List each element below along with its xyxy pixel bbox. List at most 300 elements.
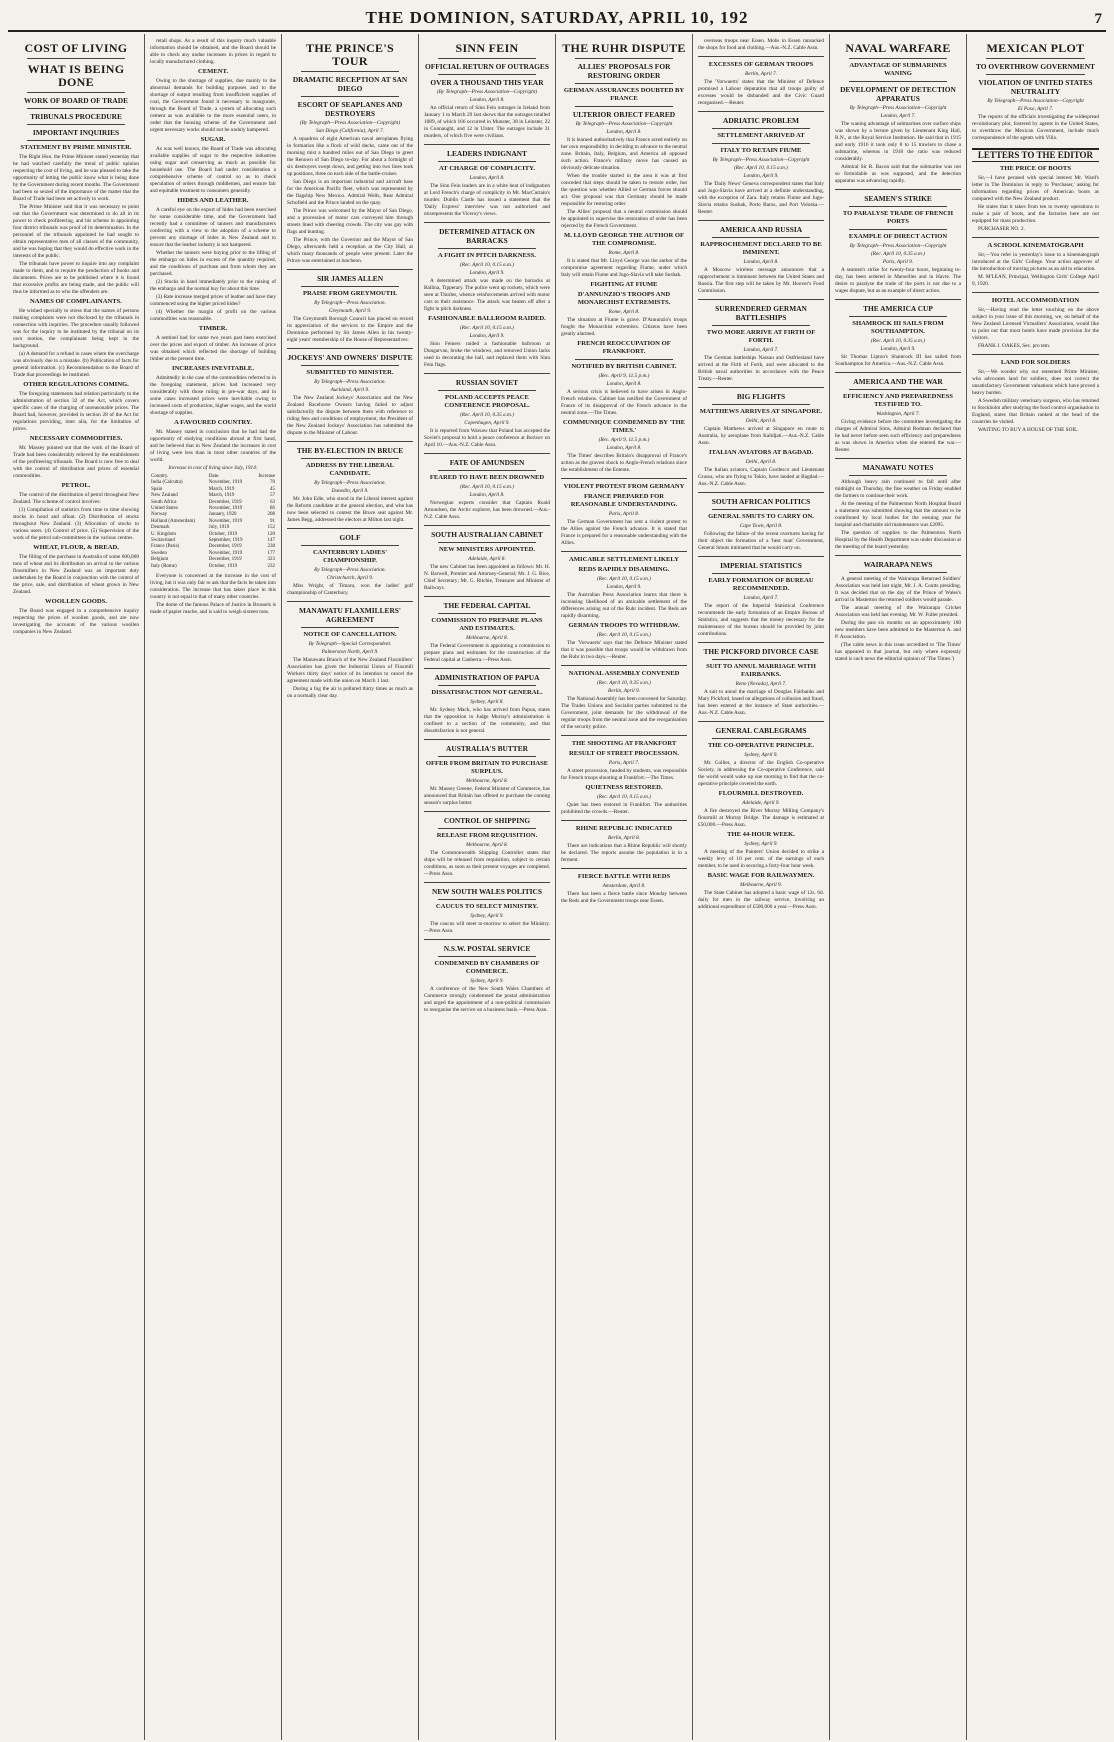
dateline: (Rec. April 10, 0.15 a.m.) [460,262,514,268]
paragraph: Sir,—You refer in yesterday's issue to a kinematograph introduced at the Girls' College. Your action approves of the introduction of moving pictures as an aid to education. [972,252,1099,272]
divider [712,659,810,660]
divider [438,828,536,829]
divider [972,292,1099,293]
section-heading: HIDES AND LEATHER. [177,197,249,204]
table-cell: New Zealand [151,493,178,499]
paragraph: Although heavy rain continued to fall until after midnight on Thursday, the fine weather on Friday enabled the farmers to continue their work. [835,479,961,499]
table-cell: France (Paris) [151,544,180,550]
section-heading: SUIT TO ANNUL MARRIAGE WITH FAIRBANKS. [706,663,816,678]
table-cell: September, 1919 [208,538,243,544]
divider [424,453,550,454]
dateline: Adelaide, April 9. [742,800,780,806]
divider [27,108,125,109]
divider [301,627,399,628]
section-heading: REDS RAPIDLY DISARMING. [578,566,670,573]
headline: NAVAL WARFARE [845,41,951,55]
divider [835,189,961,190]
dateline: (Rec. April 10, 0.15 a.m.) [597,576,651,582]
section-heading: THE PRICE OF BOOTS [999,165,1072,172]
divider [301,458,399,459]
dateline: London, April 7. [743,595,779,601]
dateline: Melbourne, April 9. [740,882,782,888]
section-heading: FIERCE BATTLE WITH REDS [577,873,671,880]
dateline: By Telegraph—Press Association—Copyright [849,243,947,249]
table-cell: Denmark [151,525,170,531]
section-heading: NATIONAL ASSEMBLY CONVENED [568,670,680,677]
dateline: By Telegraph—Press Association. [314,567,386,573]
subheadline: SOUTH AUSTRALIAN CABINET [431,530,543,539]
paragraph: Sir,—We wonder why our esteemed Prime Minister, who advocates land for soldiers, does not correct the unsatisfactory Government valuations which have proved a heavy burden. [972,369,1099,396]
dateline: London, April 8. [606,445,642,451]
divider [986,58,1085,59]
paragraph: Quiet has been restored in Frankfort. The authorities prohibited the crowds.—Reuter. [561,802,687,815]
subheadline: NEW SOUTH WALES POLITICS [431,887,542,896]
paragraph: The dome of the famous Palace of Justice in Brussels is made of papier mache, and is said to weigh sixteen tons. [150,602,276,616]
paragraph: Admittedly in the case of the commodities referred to in the foregoing statement, prices had increased very considerably with those ruling in pre-war days, and in some cases increased prices were inevitable owing to increased costs of production, higher wages, and the world shortage of supplies. [150,375,276,416]
table-cell: December, 1919 [208,557,242,563]
column-7 [830,34,967,1740]
paragraph: The Right Hon. the Prime Minister stated yesterday that he had watched carefully the trend of public opinion respecting the cost of living, and he was pleased to take the opportunity of letting the public know what is being done by the Government during recent months. The Government had been so seized of the importance of the matter that the Board of Trade had been set actively to work. [13,154,139,202]
table-cell: Country. [151,474,169,479]
paragraph: A serious crisis is believed to have arisen in Anglo-French relations. Cabinet has notified the Government of France of its disapproval of the French advance in the neutral zone.—The Times. [561,389,687,416]
divider [27,92,125,93]
divider [575,106,673,107]
paragraph: Captain Matthews arrived at Singapore en route to Australia, by aeroplane from Kalidjati.—Aus.-N.Z. Cable Assn. [698,426,824,446]
section-heading: EFFICIENCY AND PREPAREDNESS TESTIFIED TO. [843,393,953,408]
paragraph: Mr. Sydney Mack, who has arrived from Papua, states that the opposition to Judge Murray's administration is confined to a section of the community, and that dissatisfaction is not general. [424,707,550,734]
dateline: Sydney, April 9. [744,752,778,758]
paragraph: San Diego is an important industrial and aircraft base for the American Pacific fleet, which was represented by the flagship New Mexico. Admiral Wells, Rear Admiral Schofield and the Prince landed on the quay. [287,179,413,206]
section-heading: OFFER FROM BRITAIN TO PURCHASE SURPLUS. [425,760,549,775]
section-heading: RELEASE FROM REQUISITION. [436,832,538,839]
section-heading: GERMAN TROOPS TO WITHDRAW. [568,622,680,629]
table-cell: 86 [270,506,275,512]
paragraph: The Prime Minister said that it was necessary to point out that the Government was determined to do all in its power to check profiteering, and his scheme in appointing four district tribunals was proof of its determination. In the personnel of the tribunals appointed he had sought to obtain representative men of all classes of the community, and he was hoping that they would do effective work in the interests of the public. [13,204,139,259]
headline: COST OF LIVING [24,41,128,55]
dateline: London, April 7. [880,113,916,119]
divider [849,316,947,317]
divider [698,111,824,112]
paragraph: Owing to the shortage of supplies, due mainly to the abnormal demands for building purposes and to the shortage of output resulting from insufficient supplies of coal, the Government found it necessary to inaugurate, through the Board of Trade, a system of allocating such cement as was available to the more essential users, in order that the housing scheme of the Government and urgent necessary works should not be unduly hampered. [150,78,276,133]
divider [575,83,673,84]
subheadline: JOCKEYS' AND OWNERS' DISPUTE [287,353,413,362]
dateline: San Diego (California), April 7. [316,128,384,134]
table-cell: 177 [267,550,275,556]
paragraph: The question of supplies to the Palmerston North Hospital by the Health Department was under discussion at the meeting of the board yesterday. [835,530,961,550]
dateline: (Rec. April 9, 11.5 p.m.) [598,373,650,379]
paragraph: Mr. Massey pointed out that the work of the Board of Trade had been considerably relieved by the establishment of the profiteering tribunals. The Board is now free to deal with the control of distribution and prices of essential commodities. [13,445,139,479]
dateline: London, April 8. [469,492,505,498]
section-heading: OTHER REGULATIONS COMING. [23,381,129,388]
letters-heading: LETTERS TO THE EDITOR [972,148,1099,162]
divider [561,478,687,479]
subheadline: CONTROL OF SHIPPING [443,816,531,825]
section-heading: NAMES OF COMPLAINANTS. [30,298,122,305]
divider [698,299,824,300]
divider [849,81,947,82]
divider [301,71,399,72]
paragraph: The situation at Fiume is grave. D'Annunzio's troops fought the Monarchist extremists. Citizens have been greatly alarmed. [561,317,687,337]
paragraph: The 'Vorwaerts' says that the Defence Minister stated that it was possible that troops would be withdrawn from the Ruhr in two days.—Reuter. [561,640,687,660]
section-heading: FRENCH REOCCUPATION OF FRANKFORT. [577,340,671,355]
divider [712,237,810,238]
dateline: (By Telegraph—Press Association—Copyright) [436,89,538,95]
divider [698,387,824,388]
divider [849,572,947,573]
table-cell: Increase [258,474,275,479]
divider [712,128,810,129]
table-cell: 63 [270,499,275,505]
table-cell: 238 [267,544,275,550]
divider [424,596,550,597]
table-cell: United States [151,506,178,512]
paragraph: The Sinn Fein leaders are in a white heat of indignation at Lord French's charge of complicity in Mr. MacCurtain's murder. Dublin Castle has issued a statement that the 'Daily Express' interview was not authorised and misrepresents the Viceroy's views. [424,183,550,217]
paragraph: Mr. Massey stated in conclusion that he had had the opportunity of studying conditions abroad at first hand, and he believed that in New Zealand the increases in cost of living were less than in most other countries of the world. [150,429,276,463]
paragraph: overseas troops near Essen. Mobs in Essen ransacked the shops for food and clothing.—Aus.-N.Z. Cable Assn. [698,38,824,51]
paragraph: The German Government has sent a violent protest to the Allies against the French advance. It is stated that France is prepared for a reasonable understanding with the Allies. [561,519,687,546]
dateline: Rome, April 8. [608,309,640,315]
subheadline: ADMINISTRATION OF PAPUA [434,673,540,682]
paragraph: A Swedish military veterinary surgeon, who has returned to Stockholm after studying the food control organisation in England, states that Britain ranked at the head of the countries he visited. [972,398,1100,425]
section-heading: ADVANTAGE OF SUBMARINES WANING [849,62,947,77]
dateline: (Rec. April 10, 0.35 a.m.) [871,338,925,344]
dateline: London, April 7. [743,347,779,353]
paragraph: It is reported from Warsaw that Poland has accepted the Soviet's proposal to hold a peace conference at Borisov on April 10.—Aus.-N.Z. Cable Assn. [424,428,550,448]
column-2 [145,34,282,1740]
dateline: Adelaide, April 8. [468,556,506,562]
section-heading: RHINE REPUBLIC INDICATED [575,825,673,832]
divider [561,551,687,552]
divider [849,389,947,390]
divider [301,365,399,366]
dateline: (By Telegraph—Press Association—Copyright) [299,120,401,126]
section-heading: SHAMROCK III SAILS FROM SOUTHAMPTON. [852,320,944,335]
paragraph: A suit to annul the marriage of Douglas Fairbanks and Mary Pickford, based on allegations of collusion and fraud, has been entered at the instance of State authorities.—Aus.-N.Z. Cable Assn. [698,689,824,716]
dateline: (Rec. April 10, 0.15 a.m.) [460,325,514,331]
section-heading: COMMISSION TO PREPARE PLANS AND ESTIMATES. [431,617,543,632]
paragraph: A fire destroyed the River Murray Milling Company's flourmill at Murray Bridge. The damage is estimated at £50,000.—Press Assn. [698,808,824,828]
paragraph: The Federal Government is appointing a commission to prepare plans and estimates for the construction of the Federal capital at Canberra.—Press Assn. [424,643,550,663]
section-heading: MATTHEWS ARRIVES AT SINGAPORE. [699,408,823,415]
paragraph: (4) Whether the margin of profit on the various commodities was reasonable. [150,309,276,322]
section-heading: THE CO-OPERATIVE PRINCIPLE. [708,742,814,749]
subheadline: THE FEDERAL CAPITAL [443,601,531,610]
dateline: London, April 9. [469,333,505,339]
paragraph: The filling of the purchase in Australia of some 600,000 tons of wheat and its distribution on arrival to the various flourmillers in New Zealand was an important duty undertaken by the Board in conjunction with the control of the price, sale, and distribution of wheat grown in New Zealand. [13,554,139,595]
table-cell: Holland (Amsterdam) [151,518,196,524]
table-cell: Date. [208,474,220,479]
dateline: By Telegraph—Press Association—Copyright [575,121,673,127]
section-heading: SUGAR. [200,136,226,143]
divider [424,739,550,740]
section-heading: A SCHOOL KINEMATOGRAPH [987,242,1084,249]
table-cell: March, 1919 [208,493,235,499]
section-heading: PETROL. [61,482,91,489]
section-heading: QUIETNESS RESTORED. [585,784,663,791]
section-heading: AMICABLE SETTLEMENT LIKELY [569,556,679,563]
section-heading: LAND FOR SOLDIERS [1000,359,1071,366]
paragraph: When the trouble started in the area it was at first conceded that steps should be taken to restore order, but the question was whether Allied or German forces should act. One proposal was that Germany should be made responsible for restoring order. [561,173,687,207]
dateline: By Telegraph—Press Association. [314,379,386,385]
divider [561,735,687,736]
dateline: Delhi, April 8. [745,459,777,465]
dateline: Paris, April 7. [608,760,640,766]
dateline: By Telegraph—Special Correspondent. [308,641,392,647]
divider [698,220,824,221]
column-6 [693,34,830,1740]
divider [849,206,947,207]
table-cell: 323 [267,557,275,563]
dateline: Copenhagen, April 9. [464,420,510,426]
dateline: Sydney, April 8. [470,699,504,705]
section-heading: NOTIFIED BY BRITISH CABINET. [571,363,677,370]
headline: MEXICAN PLOT [986,41,1085,55]
subheadline: ESCORT OF SEAPLANES AND DESTROYERS [297,100,403,118]
section-heading: ITALY TO RETAIN FIUME [720,147,802,154]
divider [438,685,536,686]
paragraph: PURCHASER NO. 2. [978,226,1025,232]
paragraph: 'The Times' describes Britain's disapproval of France's action as the gravest shock to Anglo-French relations since the establishment of the Entente. [561,453,687,473]
section-heading: STATEMENT BY PRIME MINISTER. [20,144,132,151]
paragraph: There has been a fierce battle since Monday between the Reds and the Government troops near Essen. [561,891,687,904]
subheadline: GOLF [339,533,361,542]
subheadline: THE BY-ELECTION IN BRUCE [296,446,404,455]
section-heading: ITALIAN AVIATORS AT BAGDAD. [708,449,814,456]
paragraph: The Manawatu Branch of the New Zealand Flaxmillers' Association has given the Industrial Union of Flaxmill Workers thirty days' notice of its intention to cancel the agreement made with the union on March 1 last. [287,657,413,684]
page-number: 7 [1094,11,1102,27]
divider [301,545,399,546]
table-cell: U. Kingdom [151,531,176,537]
section-heading: POLAND ACCEPTS PEACE CONFERENCE PROPOSAL. [444,394,530,409]
dateline: Amsterdam, April 8. [602,883,646,889]
subheadline: THE AMERICA CUP [863,304,933,313]
paragraph: The caucus will meet to-morrow to select the Ministry.—Press Assn. [424,921,550,934]
dateline: (Rec. April 10, 0.35 a.m.) [460,412,514,418]
paragraph: A seamen's strike for twenty-four hours, beginning to-day, has been ordered in Marseilles and in Havre. The desire to paralyse the trade of the ports is not due to a wages dispute, but as an example of direct action. [835,267,961,294]
dateline: London, April 9. [469,270,505,276]
headline: THE PRINCE'S TOUR [306,41,394,68]
column-1 [8,34,145,1740]
section-heading: GENERAL SMUTS TO CARRY ON. [708,513,814,520]
table-cell: December, 1919 [208,499,242,505]
divider [712,325,810,326]
divider [849,475,947,476]
table-cell: 45 [270,486,275,492]
divider [438,58,536,59]
paragraph: Sir Thomas Lipton's Shamrock III has sailed from Southampton for America.—Aus.-N.Z. Cable Assn. [835,354,961,367]
divider [849,229,947,230]
paragraph: retail shops. As a result of this inquiry much valuable information should be obtained, and the Board should be able to check any undue increases in prices in regard to locally manufactured clothing. [150,38,276,65]
section-heading: NECESSARY COMMODITIES. [29,435,123,442]
paragraph: During the past six months on an approximately 100 new members have been admitted to the Masterton A. and P. Association. [835,620,961,640]
section-heading: TIMBER. [198,325,228,332]
subheadline: AUSTRALIA'S BUTTER [446,744,528,753]
divider [301,96,399,97]
subheadline: AMERICA AND THE WAR [853,377,943,386]
paragraph: The report of the Imperial Statistical Conference recommends the early formation of an Empire Bureau of Statistics, and suggests that the money necessary for the maintenance of the bureau should be provided by joint contributions. [698,603,824,637]
table-cell: 57 [270,493,275,499]
dateline: Rome, April 8. [608,250,640,256]
dateline: Dunedin, April 9. [331,488,369,494]
divider [424,144,550,145]
divider [698,721,824,722]
table-cell: July, 1919 [208,525,230,531]
divider [561,665,687,666]
section-heading: FRANCE PREPARED FOR REASONABLE UNDERSTANDING. [570,493,678,508]
section-heading: NOTICE OF CANCELLATION. [303,631,397,638]
section-heading: A FIGHT IN PITCH DARKNESS. [438,252,536,259]
subheadline: BIG FLIGHTS [736,392,786,401]
dateline: Auckland, April 9. [330,387,370,393]
divider [835,458,961,459]
dateline: Washington, April 7. [876,411,920,417]
table-row [150,564,276,570]
section-heading: AT CHARGE OF COMPLICITY. [439,165,535,172]
paragraph: (1) Compilation of statistics from time to time showing stocks in bond and afloat. (2) Distribution of stocks throughout New Zealand. (3) Allocation of stocks to various users. (4) Control of price. (5) Supervision of the work of the petrol sub-committees in the various centres. [13,507,139,541]
paragraph: He states that it takes from ten to twenty operations to make a pair of boots, and the factories here are not equipped for mass production. [972,204,1099,224]
paragraph: As was well known, the Board of Trade was allocating available supplies of sugar to the respective industries using sugar and conserving as much as possible for household use. The Board had under consideration a comprehensive scheme of control so as to check speculation of orders through middlemen, and ensure fair and equitable treatment to consumers generally. [150,146,276,194]
section-heading: TWO MORE ARRIVE AT FIRTH OF FORTH. [706,329,816,344]
paragraph: Norwegian experts consider that Captain Roald Amundsen, the Arctic explorer, has been drowned.—Aus.-N.Z. Cable Assn. [424,500,550,520]
subheadline: RUSSIAN SOVIET [455,378,519,387]
divider [424,668,550,669]
paragraph: A Moscow wireless message announces that a rapprochement is imminent between the United States and Russia. The first step will be taken by Mr. Hoover's Food Commission. [698,267,824,294]
paragraph: Mr. Massey Greene, Federal Minister of Commerce, has announced that Britain has offered to purchase the coming season's surplus butter. [424,786,550,806]
section-heading: THE 44-HOUR WEEK. [727,831,795,838]
dateline: Paris, April 8. [608,511,640,517]
divider [698,56,824,57]
paragraph: The control of the distribution of petrol throughout New Zealand. The scheme of control involves: [13,492,139,505]
paragraph: A squadron of eight American naval aeroplanes flying in formation like a flock of wild ducks, came out of the morning mist a hundred miles out of San Diego to greet the Renown of San Diego to-day. For about a fortnight of six destroyers swept down, and getting into two lines took up positions, three on each side of the battle-cruiser. [287,136,413,177]
table-cell: South Africa [151,499,177,505]
paragraph: The Australian Press Association learns that there is increasing likelihood of an amicable settlement of the differences arising out of the Ruhr incident. The Reds are rapidly disarming. [561,592,687,619]
table-cell: November, 1919 [208,480,243,486]
paragraph: An official return of Sinn Fein outrages in Ireland from January 1 to March 29 last shows that the outrages totalled 1089, of which 166 occurred in Munster, 38 in Leinster, 22 in Connaught, and 12 in Ulster. The outrages include 31 murders, of which five were civilians. [424,105,550,139]
divider [835,299,961,300]
divider [438,74,536,75]
paragraph: Sinn Feiners raided a fashionable ballroom at Dungarvan, broke the windows, and removed Union Jacks used in decorating the hall, and replaced them with Sinn Fein flags. [424,341,550,368]
divider [972,237,1099,238]
columns [8,34,1106,1740]
section-heading: FEARED TO HAVE BEEN DROWNED [429,474,545,481]
divider [424,811,550,812]
paragraph: A sentinel had for some two years past been exercised over the prices and export of timber. An increase of price was obtained which reflected the shortage of building timber at the present time. [150,335,276,362]
section-heading: THE SHOOTING AT FRANKFORT [571,740,677,747]
paragraph: The new Cabinet has been appointed as follows: Mr. H. N. Barwell, Premier and Attorney-General; Mr. J. G. Bice, Chief Secretary; Mr. G. Ritchie, Treasurer and Minister of Railways. [424,564,550,591]
paragraph: A street procession, headed by students, was responsible for French troops shooting at Frankfort.—The Times. [561,768,687,781]
table-cell: India (Calcutta) [151,480,183,486]
dateline: (Rec. April 10, 0.35 a.m.) [871,251,925,257]
section-heading: BASIC WAGE FOR RAILWAYMEN. [707,872,815,879]
dateline: By Telegraph—Press Association. [314,480,386,486]
section-heading: DISSATISFACTION NOT GENERAL. [431,689,543,696]
divider [438,899,536,900]
table-cell: November, 1919 [208,550,243,556]
paragraph: It is stated that Mr. Lloyd George was the author of the compromise agreement regarding Fiume, under which Italy will retain Fiume and Jugo-Slavia will take Sushak. [561,258,687,278]
paragraph: A general meeting of the Wairarapa Returned Soldiers' Association was held last night, Mr. J. A. Coutts presiding. It was decided that on the day of the Prince of Wales's arrival in Masterton the returned soldiers would parade. [835,576,961,603]
dateline: Delhi, April 8. [745,418,777,424]
paragraph: A conference of the New South Wales Chambers of Commerce strongly condemned the postal administration and urged the appointment of a non-political commission to reorganise the service on a business basis.—Press Assn. [424,986,550,1013]
paragraph: The Prince was welcomed by the Mayor of San Diego, and a procession of motor cars conveyed him through streets lined with cheering crowds. The city was gay with flags and bunting. [287,208,413,235]
column-3 [282,34,419,1740]
divider [424,882,550,883]
section-heading: WOOLLEN GOODS. [45,598,107,605]
dateline: Sydney, April 9. [470,978,504,984]
subheadline: ADRIATIC PROBLEM [722,116,800,125]
subheadline: DRAMATIC RECEPTION AT SAN DIEGO [292,75,408,93]
dateline: Melbourne, April 8. [466,635,508,641]
section-heading: TO PARALYSE TRADE OF FRENCH PORTS [842,210,954,225]
section-heading: A FAVOURED COUNTRY. [174,419,252,426]
section-heading: COMMUNIQUE CONDEMNED BY 'THE TIMES.' [562,419,686,434]
dateline: Sydney, April 9. [470,913,504,919]
masthead [8,6,1106,32]
paragraph: The waning advantage of submarines over surface ships was shown by a lecture given by Lieutenant King Hall, R.N., at the Royal Service Institution. He said that in 1915 and early 1916 it took only 8 to 15 trawlers to chase a submarine, whereas in 1918 the ratio was reduced considerably. [835,121,961,162]
paragraph: The Allies' proposal that a neutral commission should be appointed to supervise the restoration of order has been rejected by the French Government. [561,209,687,229]
section-heading: SETTLEMENT ARRIVED AT [717,132,805,139]
paragraph: The 'Vorwaerts' states that the Minister of Defence promised a Labour deputation that all troops guilty of excesses would be disbanded and the Civic Guard reorganised.—Reuter. [698,79,824,106]
table-cell: Italy (Rome) [151,563,177,569]
column-8 [967,34,1104,1740]
paragraph: Sir,—Having read the letter touching on the above subject in your issue of this morning, we, on behalf of the New Zealand Licensed Victuallers' Association, would like to point out that most hotels have made provision for the visitors. [972,307,1099,341]
table-cell: 147 [267,538,275,544]
table-cell: 152 [267,525,275,531]
dateline: London, April 9. [606,584,642,590]
subheadline: WORK OF BOARD OF TRADE [23,96,129,105]
dateline: Berlin, April 7. [745,71,777,77]
divider [438,390,536,391]
dateline: Berlin, April 9. [608,688,640,694]
dateline: (Rec. April 9, 11.5 p.m.) [598,437,650,443]
dateline: London, April 9. [743,173,779,179]
divider [438,956,536,957]
headline: WHAT IS BEING DONE [27,62,125,89]
table-cell: 91 [270,518,275,524]
subheadline: IMPORTANT INQUIRIES [32,128,120,137]
headline: THE RUHR DISPUTE [562,41,686,55]
paragraph: Mr. Collier, a director of the English Co-operative Society, in addressing the Co-operative Conference, said the world would wake up one morning to find that the co-operative principle covered the earth. [698,760,824,787]
dateline: (Rec. April 10, 0.15 a.m.) [460,484,514,490]
divider [438,161,536,162]
divider [27,140,125,141]
dateline: London, April 8. [469,175,505,181]
table-cell: November, 1919 [208,518,243,524]
paragraph: The foregoing statements had relation particularly to the administration of section 32 of the Act, which covers specific cases of the charging of unreasonable prices. The Board had, however, provided in section 28 of the Act for regulations providing, inter alia, for the limitation of prices. [13,391,139,432]
subheadline: ULTERIOR OBJECT FEARED [572,110,676,119]
paragraph: The German battleships Nassau and Ostfriesland have arrived at the Firth of Forth, and were allocated to the British naval authorities in accordance with the Peace Treaty.—Reuter. [698,355,824,382]
table-cell: 120 [267,531,275,537]
divider [287,441,413,442]
paragraph: The Commonwealth Shipping Controller states that ships will be released from requisition, subject to certain conditions, as soon as their present voyages are completed.—Press Assn. [424,850,550,877]
table-cell: October, 1919 [208,563,238,569]
paragraph: Mr. John Edie, who stood in the Liberal interest against the Reform candidate at the general election, and who has now been selected to contest the Bruce seat against Mr. James Begg, addressed the electors at Milton last night. [287,496,413,523]
table-cell: November, 1919 [208,506,243,512]
subheadline: LEADERS INDIGNANT [447,149,527,158]
paragraph: A careful eye on the export of hides had been exercised for some considerable time, and the Government had recently had a committee of tanners and manufacturers conferring with a view to the adoption of a scheme to prevent any shortage of hides in New Zealand and to ensure that the leather industry is not hampered. [150,207,276,248]
table-cell: March, 1919 [208,486,235,492]
dateline: Cape Town, April 8. [739,523,783,529]
divider [575,359,673,360]
divider [575,58,673,59]
paragraph: Everyone is concerned at the increase in the cost of living, but it was only fair to ask that the facts be taken into consideration. The increase that has taken place in this country is not equal to that of many other countries. [150,573,276,601]
divider [835,555,961,556]
subheadline: SOUTH AFRICAN POLITICS [711,497,811,506]
section-heading: HOTEL ACCOMMODATION [991,297,1080,304]
table-cell: October, 1919 [208,531,238,537]
paragraph: During a fog the air is polluted thirty times as much as on a normally clear day. [287,686,413,699]
table-cell: Spain [151,486,163,492]
section-heading: M. LLOYD GEORGE THE AUTHOR OF THE COMPROMISE. [563,232,685,247]
